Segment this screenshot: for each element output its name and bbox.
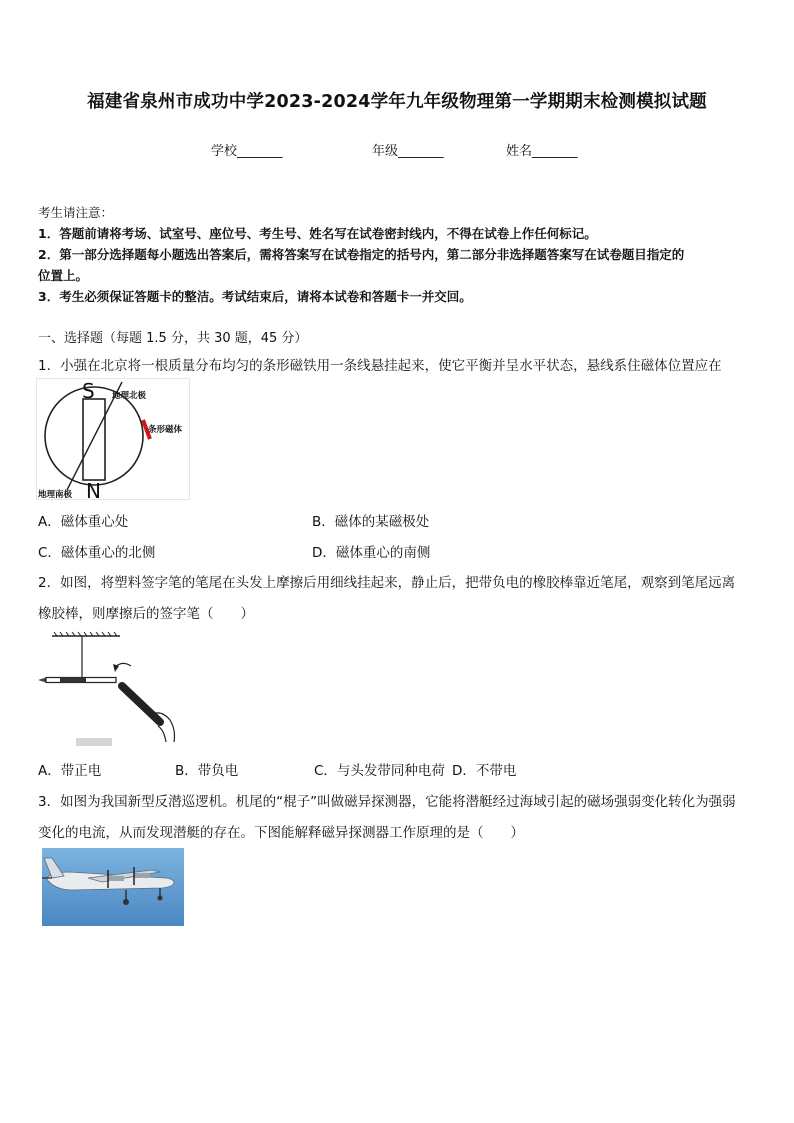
pen-rod-diagram [36,630,186,750]
n-pole-label: N [86,479,101,500]
notice-item-1: 1．答题前请将考场、试室号、座位号、考生号、姓名写在试卷密封线内，不得在试卷上作任何标记。 [38,226,597,241]
wheel-main [123,899,129,905]
pen-grip [60,678,86,683]
question-3-stem-line1: 3．如图为我国新型反潜巡逻机。机尾的“棍子”叫做磁异探测器，它能将潜艇经过海域引起的磁场强弱变化转化为强弱 [38,794,736,810]
engine-left [108,876,124,881]
question-3-figure [42,848,184,926]
q1-option-b[interactable]: B．磁体的某磁极处 [312,514,430,530]
q1-option-d[interactable]: D．磁体重心的南侧 [312,545,431,561]
page-title: 福建省泉州市成功中学2023-2024学年九年级物理第一学期期末检测模拟试题 [87,92,707,112]
question-1-stem: 1．小强在北京将一根质量分布均匀的条形磁铁用一条线悬挂起来，使它平衡并呈水平状态，悬线系住磁体位置应在 [38,358,722,374]
geographic-south-label: 地理南极 [38,490,73,500]
q2-option-b[interactable]: B．带负电 [175,763,239,779]
notice-heading: 考生请注意： [38,205,114,220]
q1-option-c[interactable]: C．磁体重心的北侧 [38,545,156,561]
patrol-aircraft-photo [42,848,184,926]
bar-magnet [83,399,105,480]
question-2-stem-line2: 橡胶棒，则摩擦后的签字笔（ ） [38,606,254,622]
pen-tip [38,678,46,683]
bar-magnet-label: 条形磁体 [148,425,183,435]
blurred-mark [76,738,112,746]
engine-right [134,873,150,878]
q1-option-a[interactable]: A．磁体重心处 [38,514,129,530]
question-2-stem-line1: 2．如图，将塑料签字笔的笔尾在头发上摩擦后用细线挂起来，静止后，把带负电的橡胶棒靠近笔尾，观察到笔尾远离 [38,575,736,591]
s-pole-label: S [82,379,95,403]
notice-item-2-cont: 位置上。 [38,268,89,283]
notice-item-3: 3．考生必须保证答题卡的整洁。考试结束后，请将本试卷和答题卡一并交回。 [38,289,472,304]
grade-field[interactable]: 年级_______ [372,144,444,159]
question-1-figure [36,378,190,500]
earth-magnet-diagram [36,378,190,500]
q2-option-d[interactable]: D．不带电 [452,763,517,779]
q2-option-c[interactable]: C．与头发带同种电荷 [314,763,445,779]
question-3-stem-line2: 变化的电流，从而发现潜艇的存在。下图能解释磁异探测器工作原理的是（ ） [38,825,524,841]
q2-option-a[interactable]: A．带正电 [38,763,102,779]
wheel-nose [158,896,163,901]
school-field[interactable]: 学校_______ [211,144,283,159]
section-title: 一、选择题（每题 1.5 分，共 30 题，45 分） [38,331,308,346]
name-field[interactable]: 姓名_______ [506,144,578,159]
notice-item-2: 2．第一部分选择题每小题选出答案后，需将答案写在试卷指定的括号内，第二部分非选择题答案写在试卷题目指定的 [38,247,685,262]
rubber-rod [122,686,160,722]
question-2-figure [36,630,186,750]
geographic-north-label: 地理北极 [112,391,147,401]
